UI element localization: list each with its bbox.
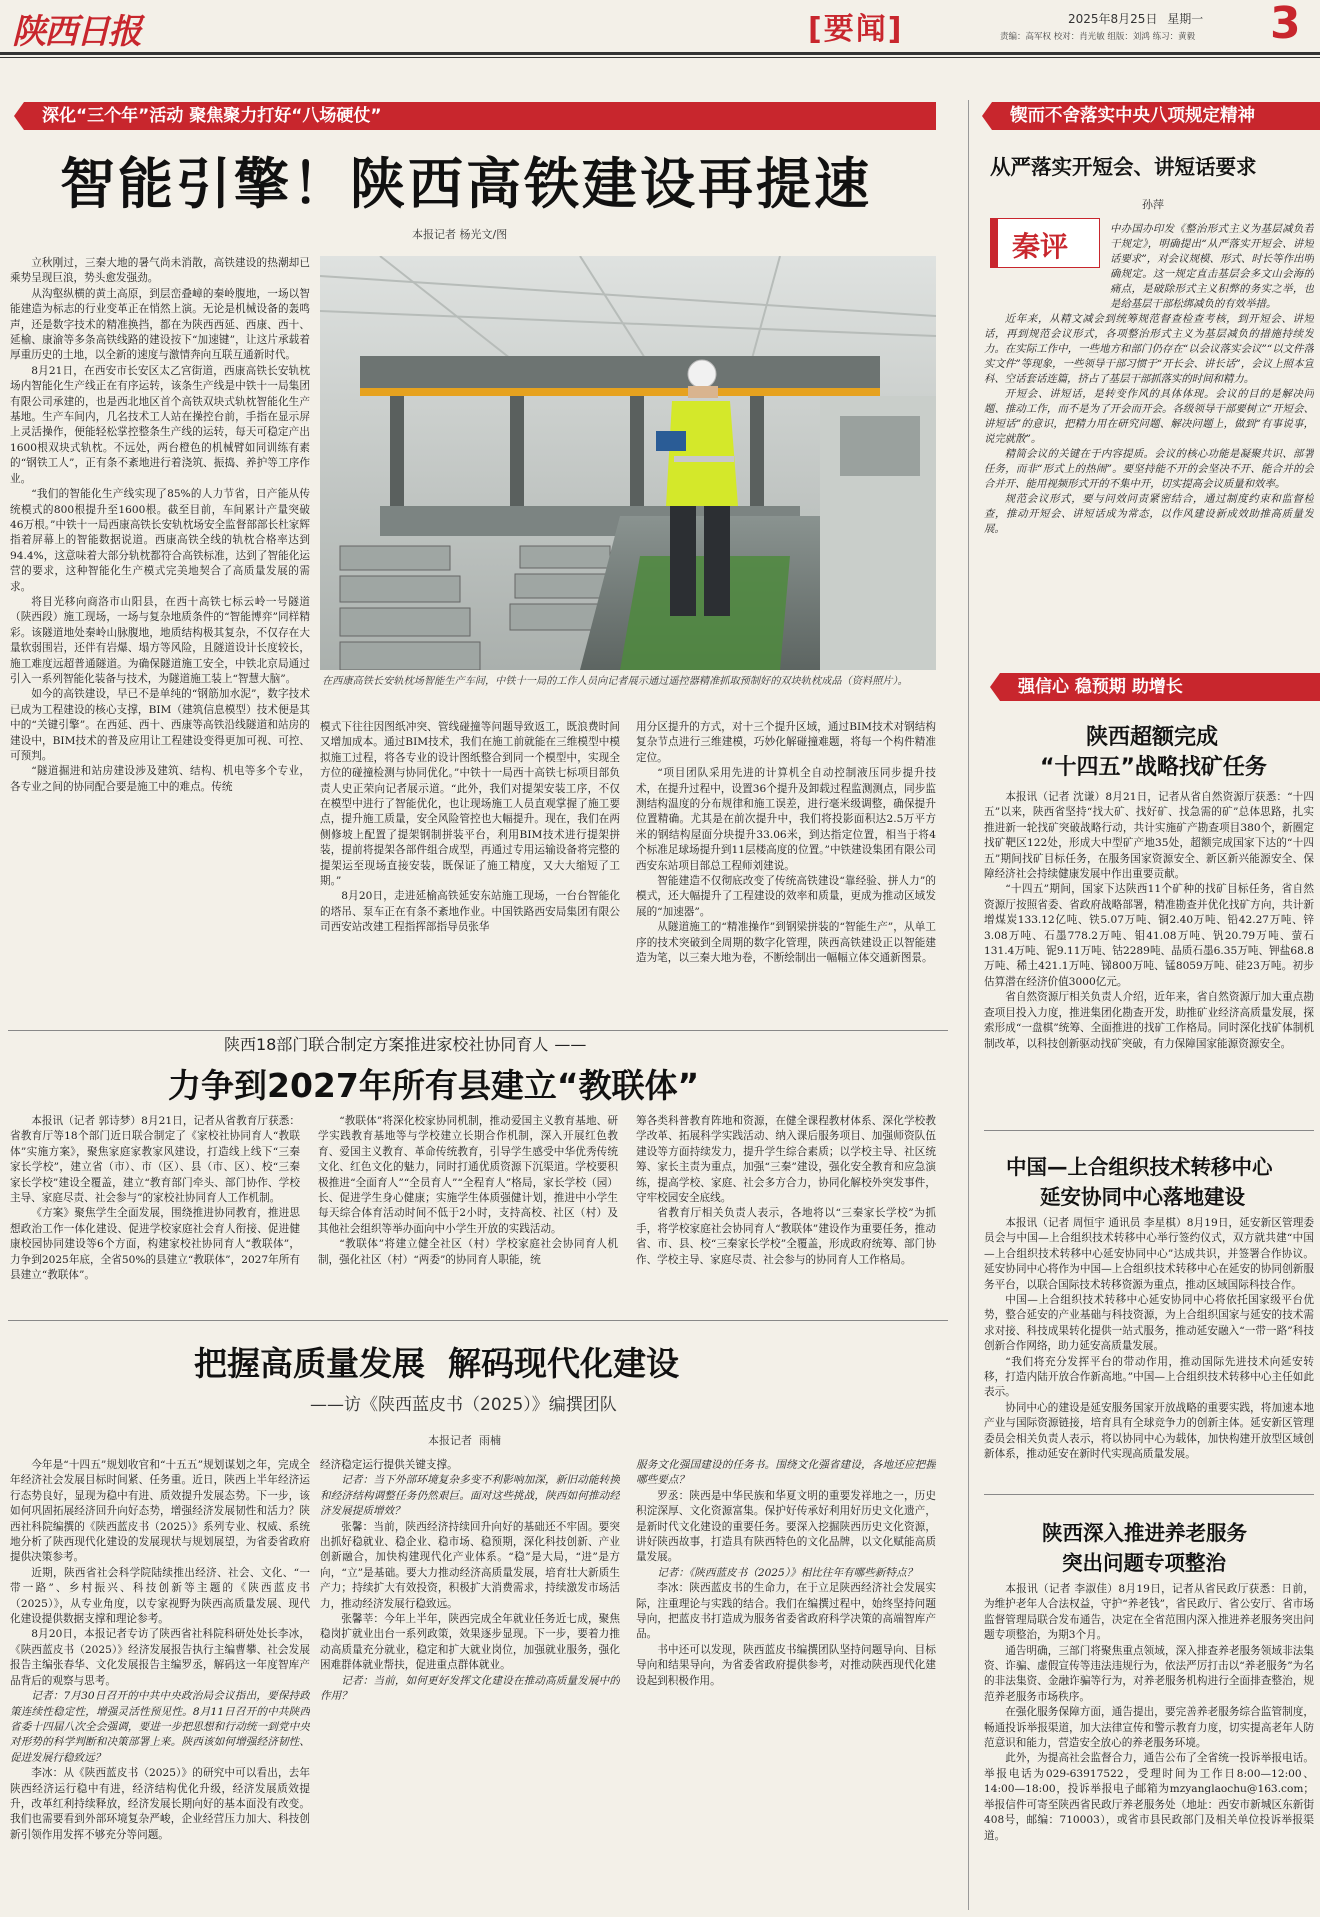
jiaolianti-kicker: 陕西18部门联合制定方案推进家校社协同育人 ——	[224, 1035, 587, 1054]
paragraph: 本报讯（记者 李淑佳）8月19日，记者从省民政厅获悉：日前，为维护老年人合法权益，守护“养老钱”，省民政厅、省公安厅、省市场监督管理局联合发布通告，决定在全省范围内深入推进养老服务突出问题专项整治，为期3个月。	[984, 1583, 1314, 1642]
paragraph: 中国—上合组织技术转移中心延安协同中心将依托国家级平台优势，整合延安的产业基础与科技资源，为上合组织国家与延安的技术需求对接、科技成果转化提供一站式服务，推动延安融入“一带一路”科技创新合作网络，助力延安高质量发展。	[984, 1294, 1314, 1353]
paragraph: 精简会议的关键在于内容提质。会议的核心功能是凝聚共识、部署任务，而非“形式上的热闹”。要坚持能不开的会坚决不开、能合并的会合并开、能用视频形式开的不集中开，切实提高会议质量和效率。	[984, 448, 1314, 490]
commentary-headline: 从严落实开短会、讲短话要求	[990, 155, 1257, 179]
commentary-author: 孙萍	[1142, 198, 1164, 211]
mineral-body	[984, 790, 1314, 1100]
jiaolianti-headline: 力争到2027年所有县建立“教联体”	[168, 1066, 700, 1105]
paragraph: 记者：《陕西蓝皮书（2025）》相比往年有哪些新特点？	[657, 1566, 918, 1579]
commentary-body	[984, 222, 1314, 662]
column-divider	[968, 100, 969, 1910]
eldercare-headline-2: 突出问题专项整治	[1062, 1551, 1226, 1575]
paragraph: 此外，为提高社会监督合力，通告公布了全省统一投诉举报电话。举报电话为029-63917522，受理时间为工作日8:00—12:00、14:00—18:00，投诉举报电子邮箱为mzyanglaochu@163.com；举报信件可寄至陕西省民政厅养老服务处（地址：西安市新城区东新街408号，邮编：710003），或省市县民政部门及相关单位投诉举报渠道。	[984, 1752, 1314, 1842]
masthead	[0, 0, 1320, 50]
paragraph: “我们将充分发挥平台的带动作用，推动国际先进技术向延安转移，打造内陆开放合作新高地。”中国—上合组织技术转移中心主任如此表示。	[984, 1355, 1314, 1399]
eldercare-body	[984, 1582, 1314, 1912]
masthead-rule-thin	[0, 57, 1320, 58]
paragraph: 将目光移向商洛市山阳县，在西十高铁七标云岭一号隧道（陕西段）施工现场，一场与复杂地质条件的“智能博弈”同样精彩。该隧道地处秦岭山脉腹地，地质结构极其复杂，不仅存在大量软弱围岩，还伴有岩爆、塌方等风险，且隧道设计长度较长，施工难度远超普通隧道。为确保隧道施工安全，中铁北京局通过引入一系列智能化装备与技术，为隧道施工装上“智慧大脑”。	[10, 595, 310, 685]
paragraph: 记者：当前，如何更好发挥文化建设在推动高质量发展中的作用？	[320, 1674, 620, 1703]
paragraph: 协同中心的建设是延安服务国家开放战略的重要实践，将加速本地产业与国际资源链接，培育具有全球竞争力的创新主体。延安新区管理委员会相关负责人表示，将以协同中心为载体，加快构建开放型区域创新体系，推动延安在新时代实现高质量发展。	[984, 1401, 1314, 1461]
eldercare-headline-1: 陕西深入推进养老服务	[1042, 1521, 1247, 1545]
paragraph: 在强化服务保障方面，通告提出，要完善养老服务综合监管制度，畅通投诉举报渠道，加大法律宣传和警示教育力度，切实提高老年人防范意识和能力，营造安全放心的养老服务环境。	[984, 1706, 1314, 1750]
right-rule-2	[984, 1494, 1314, 1495]
paragraph: “隧道掘进和站房建设涉及建筑、结构、机电等多个专业，各专业之间的协同配合要是施工中的难点。传统	[10, 765, 310, 793]
paragraph: 立秋刚过，三秦大地的暑气尚未消散，高铁建设的热潮却已乘势呈现巨浪，势头愈发强劲。	[10, 257, 310, 285]
paragraph: 模式下往往因图纸冲突、管线碰撞等问题导致返工，既浪费时间又增加成本。通过BIM技术，我们在施工前就能在三维模型中模拟施工过程，将各专业的设计图纸整合到同一个模型中，实现全方位的碰撞检测与协同优化。”中铁十一局西十高铁七标项目部负责人史正荣向记者展示道。“此外，我们对提架安装工序，不仅在模型中进行了智能优化，也让现场施工人员直观掌握了施工要点，提升施工质量，安全风险管控也大幅提升。现在，我们在两侧修坡上配置了提架钢制拼装平台，利用BIM技术进行提架拼装，提前将提架各部件组合成型，再通过专用运输设备将完整的提架运至现场直接安装，既保证了施工精度，又大大缩短了工期。”	[320, 721, 620, 888]
section-rule-1	[8, 1030, 948, 1031]
bluebook-col-1	[10, 1458, 310, 1910]
main-headline: 智能引擎！陕西高铁建设再提速	[60, 152, 873, 216]
paragraph: 记者：当下外部环境复杂多变不利影响加深，新旧动能转换和经济结构调整任务仍然艰巨。面对这些挑战，陕西如何推动经济发展提质增效？	[320, 1474, 620, 1518]
paragraph: 近期，陕西省社会科学院陆续推出经济、社会、文化、“一带一路”、乡村振兴、科技创新等主题的《陕西蓝皮书（2025）》，从专业角度，以专家视野为陕西高质量发展、现代化建设提供数据支撑和理论参考。	[10, 1566, 310, 1626]
paragraph: 今年是“十四五”规划收官和“十五五”规划谋划之年，完成全年经济社会发展目标时间紧、任务重。近日，陕西上半年经济运行态势良好，显现为稳中有进、质效提升发展态势。下一步，该如何巩固拓展经济回升向好态势，增强经济发展韧性和活力？陕西社科院编撰的《陕西蓝皮书（2025）》系列专业、权威、系统地分析了陕西现代化建设的发展现状与规划展望，为省委省政府提供决策参考。	[10, 1459, 310, 1564]
paragraph: 智能建造不仅彻底改变了传统高铁建设“靠经验、拼人力”的模式，还大幅提升了工程建设的效率和质量，更成为推动区域发展的“加速器”。	[636, 875, 936, 918]
main-byline: 本报记者 杨光文/图	[412, 228, 508, 241]
page-number: 3	[1270, 0, 1301, 49]
mineral-headline-2: “十四五”战略找矿任务	[1040, 755, 1267, 780]
paragraph: “十四五”期间，国家下达陕西11个矿种的找矿目标任务，省自然资源厅按照省委、省政府战略部署，精准勘查并优化找矿方向，共计新增煤炭133.12亿吨、铁5.07万吨、铜2.40万吨、铅42.27万吨、锌3.08万吨、石墨778.2万吨、钼41.08万吨、钒20.79万吨、萤石131.4万吨、铌9.11万吨、钴2289吨、晶质石墨6.35万吨、钾盐68.8万吨、稀土421.1万吨、锑800万吨、锰8059万吨、硅23万吨。初步估算潜在经济价值3000亿元。	[984, 883, 1314, 988]
paragraph: 张馨莘：今年上半年，陕西完成全年就业任务近七成，聚焦稳岗扩就业出台一系列政策，效果逐步显现。下一步，要着力推动高质量充分就业，稳定和扩大就业岗位，加强就业服务，强化困难群体就业帮扶，促进重点群体就业。	[320, 1613, 620, 1672]
bluebook-col-3	[636, 1458, 936, 1910]
paragraph: 服务文化强国建设的任务书。围绕文化强省建设，各地还应把握哪些要点？	[636, 1459, 936, 1487]
paragraph: 省自然资源厅相关负责人介绍，近年来，省自然资源厅加大重点勘查项目投入力度，推进集团化勘查开发，助推矿业经济高质量发展，探索形成“一盘棋”统筹、全面推进的找矿工作格局。同时深化找矿体制机制改革，以科技创新驱动找矿突破，有力保障国家能源资源安全。	[984, 991, 1314, 1050]
bluebook-byline: 本报记者 雨楠	[428, 1434, 501, 1447]
paragraph: 本报讯（记者 沈谦）8月21日，记者从省自然资源厅获悉：“十四五”以来，陕西省坚持“找大矿、找好矿、找急需的矿”总体思路，扎实推进新一轮找矿突破战略行动，共计实施矿产勘查项目380个，新圈定找矿靶区122处，形成大中型矿产地35处，超额完成国家下达的“十四五”期间找矿目标任务，在服务国家资源安全、新区新兴能源安全、保障经济社会持续健康发展中作出重要贡献。	[984, 791, 1314, 881]
paragraph: 经济稳定运行提供关键支撑。	[320, 1459, 458, 1471]
masthead-rule	[0, 52, 1320, 55]
right-rule-1	[984, 1130, 1314, 1131]
tech-headline-1: 中国—上合组织技术转移中心	[1006, 1155, 1273, 1179]
paragraph: 书中还可以发现，陕西蓝皮书编撰团队坚持问题导向、目标导向和结果导向，为省委省政府提供参考，对推动陕西现代化建设起到积极作用。	[636, 1643, 936, 1687]
newspaper-logo: 陕西日报	[12, 12, 140, 52]
date-text: 2025年8月25日	[1068, 12, 1158, 26]
paragraph: 通告明确，三部门将聚焦重点领域，深入排查养老服务领域非法集资、诈骗、虚假宣传等违法违规行为，依法严厉打击以“养老服务”为名的非法集资、金融诈骗等行为，对养老服务机构进行全面排查整治，规范养老服务市场秩序。	[984, 1644, 1314, 1703]
main-col-3	[636, 720, 936, 1028]
paragraph: 罗丞：陕西是中华民族和华夏文明的重要发祥地之一，历史积淀深厚、文化资源富集。保护好传承好利用好历史文化遗产，是新时代文化建设的重要任务。要深入挖掘陕西历史文化资源，讲好陕西故事，打造具有陕西特色的文化品牌，以文化赋能高质量发展。	[636, 1489, 936, 1564]
paragraph: “项目团队采用先进的计算机全自动控制液压同步提升技术，在提升过程中，设置36个提升及卸载过程监测测点，同步监测结构温度的分布规律和施工误差，进行毫米级调整，确保提升位置精确。尤其是在前次提升中，我们将投影面积达2.5万平方米的钢结构屋面分块提升33.06米，到达指定位置，相当于将4个标准足球场提升到11层楼高度的位置。”中铁建设集团有限公司西安东站项目部总工程师刘建说。	[636, 767, 936, 872]
paragraph: 8月20日，本报记者专访了陕西省社科院科研处处长李冰，《陕西蓝皮书（2025）》经济发展报告执行主编曹攀、社会发展报告主编张春华、文化发展报告主编罗丞，解码这一年度智库产品背后的观察与思考。	[10, 1628, 310, 1687]
section-rule-2	[8, 1320, 948, 1321]
paragraph: 筹各类科普教育阵地和资源，在健全课程教材体系、深化学校教学改革、拓展科学实践活动、纳入课后服务项目、加强师资队伍建设等方面持续发力，提升学生综合素质；以学校主导、社区统筹、家长主责为重点，加强“三秦”建设，强化安全教育和应急演练，提高学校、家庭、社会多方合力，协同化解校外突发事件，守牢校园安全底线。	[636, 1115, 936, 1205]
section-label: [要闻]	[808, 12, 904, 47]
paragraph: “教联体”将建立健全社区（村）学校家庭社会协同育人机制，强化社区（村）“两委”的协同育人职能，统	[318, 1238, 618, 1266]
jiaolianti-col-1	[10, 1114, 300, 1314]
paragraph: 8月21日，在西安市长安区太乙宫街道，西康高铁长安轨枕场内智能化生产线正在有序运转，该条生产线是中铁十一局集团有限公司承建的，也是西北地区首个高铁双块式轨枕智能化生产基地。生产车间内，几名技术工人站在操控台前，手指在显示屏上灵活操作，便能轻松掌控整条生产线的运转，每天可稳定产出1600根双块式轨枕。不远处，两台橙色的机械臂如同训练有素的“钢铁工人”，正有条不紊地进行着浇筑、振捣、养护等工序作业。	[10, 364, 310, 485]
paragraph: 规范会议形式，要与问效问责紧密结合，通过制度约束和监督检查，推动开短会、讲短话成为常态，以作风建设新成效助推高质量发展。	[984, 493, 1314, 535]
mineral-kicker-banner: 强信心 稳预期 助增长	[1000, 673, 1320, 701]
badge-text: 秦评	[1012, 230, 1069, 263]
jiaolianti-col-2	[318, 1114, 618, 1314]
tech-headline-2: 延安协同中心落地建设	[1040, 1185, 1245, 1209]
paragraph: 本报讯（记者 郭诗梦）8月21日，记者从省教育厅获悉：省教育厅等18个部门近日联合制定了《家校社协同育人“教联体”实施方案》，聚焦家庭家教家风建设，打造线上线下“三秦家长学校”，建立省（市）、市（区）、县（市、区）、校“三秦家长学校”建设全覆盖，建立“教育部门牵头、部门协作、学校主导、家庭尽责、社会参与”的家校社协同育人工作机制。	[10, 1115, 300, 1205]
bluebook-col-2	[320, 1458, 620, 1910]
paragraph: 李冰：从《陕西蓝皮书（2025）》的研究中可以看出，去年陕西经济运行稳中有进，经济结构优化升级，经济发展质效提升，改革红利持续释放，经济发展长期向好的基本面没有改变。我们也需要看到外部环境复杂严峻，企业经营压力加大、科技创新引领作用发挥不够充分等问题。	[10, 1767, 310, 1841]
paragraph: 从隧道施工的“精准操作”到钢梁拼装的“智能生产”，从单工序的技术突破到全周期的数字化管理，陕西高铁建设正以智能建造为笔，以三秦大地为卷，不断绘制出一幅幅立体交通新图景。	[636, 921, 936, 965]
main-col-1	[10, 256, 310, 1026]
tech-body	[984, 1216, 1314, 1486]
paragraph: 本报讯（记者 周恒宇 通讯员 李星棋）8月19日，延安新区管理委员会与中国—上合组织技术转移中心举行签约仪式，双方就共建“中国—上合组织技术转移中心延安协同中心”达成共识，并签署合作协议。延安协同中心将作为中国—上合组织技术转移中心在延安的协同创新服务平台，以联合国际技术转移资源为重点，推动区域国际科技合作。	[984, 1217, 1314, 1291]
bluebook-headline: 把握高质量发展 解码现代化建设	[194, 1344, 679, 1383]
paragraph: 记者：7月30日召开的中共中央政治局会议指出，要保持政策连续性稳定性，增强灵活性预见性。8月11日召开的中共陕西省委十四届八次全会强调，要进一步把思想和行动统一到党中央对形势的科学判断和决策部署上来。陕西该如何增强经济韧性、促进发展行稳致远？	[10, 1690, 310, 1764]
left-banner: 深化“三个年”活动 聚焦聚力打好“八场硬仗”	[24, 102, 936, 130]
jiaolianti-col-3	[636, 1114, 936, 1314]
bluebook-subhead: ——访《陕西蓝皮书（2025）》编撰团队	[310, 1395, 617, 1415]
paragraph: 省教育厅相关负责人表示，各地将以“三秦家长学校”为抓手，将学校家庭社会协同育人“教联体”建设作为重要任务，推动省、市、县、校“三秦家长学校”全覆盖，形成政府统筹、部门协作、学校主导、家庭尽责、社会参与的协同育人工作格局。	[636, 1207, 936, 1266]
main-photo	[320, 256, 936, 670]
photo-caption: 在西康高铁长安轨枕场智能生产车间，中铁十一局的工作人员向记者展示通过遥控器精准抓取预制好的双块轨枕成品（资料照片）。	[322, 676, 908, 687]
paragraph: 开短会、讲短话，是转变作风的具体体现。会议的目的是解决问题、推动工作，而不是为了开会而开会。各级领导干部要树立“开短会、讲短话”的意识，把精力用在研究问题、解决问题上，做到“有事说事，说完就散”。	[984, 388, 1314, 445]
paragraph: 张馨：当前，陕西经济持续回升向好的基础还不牢固。要突出抓好稳就业、稳企业、稳市场、稳预期，深化科技创新、产业创新融合，加快构建现代化产业体系。“稳”是大局，“进”是方向，“立”是基础。要大力推动经济高质量发展，培育壮大新质生产力；持续扩大有效投资，积极扩大消费需求，持续激发市场活力，推动经济发展行稳致远。	[320, 1520, 620, 1610]
paragraph: 近年来，从精文减会到统筹规范督查检查考核，到开短会、讲短话，再到规范会议形式，各项整治形式主义为基层减负的措施持续发力。在实际工作中，一些地方和部门仍存在“以会议落实会议”“以文件落实文件”等现象，一些领导干部习惯于“开长会、讲长话”，会议上照本宣科、空话套话连篇，挤占了基层干部抓落实的时间和精力。	[984, 313, 1314, 385]
paragraph: 李冰：陕西蓝皮书的生命力，在于立足陕西经济社会发展实际，注重理论与实践的结合。我们在编撰过程中，始终坚持问题导向，把蓝皮书打造成为服务省委省政府科学决策的高端智库产品。	[636, 1582, 936, 1641]
paragraph: 《方案》聚焦学生全面发展，围绕推进协同教育，推进思想政治工作一体化建设、促进学校家庭社会育人衔接、促进健康校园协同建设等6个方面，构建家校社协同育人“教联体”，力争到2025年底，全省50%的县建立“教联体”，2027年所有县建立“教联体”。	[10, 1207, 300, 1282]
mineral-headline-1: 陕西超额完成	[1086, 725, 1219, 750]
section-title: 要闻	[823, 12, 888, 47]
paragraph: 从沟壑纵横的黄土高原，到层峦叠嶂的秦岭腹地，一场以智能建造为标志的行业变革正在悄然上演。无论是机械设备的轰鸣声，还是数字技术的精准换挡，都在为陕西西延、西康、西十、延榆、康渝等多条高铁线路的建设按下“加速键”，让这片承载着厚重历史的土地，以全新的速度与激情奔向互联互通新时代。	[10, 287, 310, 362]
kicker-text: 陕西18部门联合制定方案推进家校社协同育人	[224, 1035, 549, 1054]
paragraph: 如今的高铁建设，早已不是单纯的“钢筋加水泥”，数字技术已成为工程建设的核心支撑，BIM（建筑信息模型）技术便是其中的“关键引擎”。在西延、西十、西康等高铁沿线隧道和站房的建设中，BIM技术的普及应用让工程建设变得更加可视、可控、可预判。	[10, 688, 310, 762]
paragraph: “教联体”将深化校家协同机制，推动爱国主义教育基地、研学实践教育基地等与学校建立长期合作机制，深入开展红色教育、爱国主义教育、革命传统教育，引导学生感受中华优秀传统文化、红色文化的魅力，同时打通优质资源下沉渠道。学校要积极推进“全面育人”“全员育人”“全程育人”格局，家长学校（园）长、促进学生身心健康；实施学生体质强健计划，推进中小学生每天综合体育活动时间不低于2小时，支持高校、社区（村）及其他社会组织等举办面向中小学生开放的实践活动。	[318, 1115, 618, 1235]
paragraph: “我们的智能化生产线实现了85%的人力节省，日产能从传统模式的800根提升至1600根。截至目前，车间累计产量突破46万根。”中铁十一局西康高铁长安轨枕场安全监督部部长杜家辉指着屏幕上的智能数据说道。西康高铁全线的轨枕合格率达到94.4%，这意味着大部分轨枕都符合高铁标准，达到了智能化运营的要求，这种智能化生产模式完美地契合了高质量发展的需求。	[10, 488, 310, 593]
paragraph: 中办国办印发《整治形式主义为基层减负若干规定》，明确提出“从严落实开短会、讲短话要求”，对会议规模、形式、时长等作出明确规定。这一规定直击基层会多文山会海的痛点，是破除形式主义积弊的务实之举，也是给基层干部松绑减负的有效举措。	[1110, 223, 1314, 310]
editors-line: 责编：高军权 校对：肖光敏 组版：刘鸿 练习：黄毅	[1000, 32, 1196, 42]
issue-date	[1068, 10, 1203, 27]
paragraph: 用分区提升的方式，对十三个提升区域，通过BIM技术对钢结构复杂节点进行三维建模，巧妙化解碰撞难题，将每一个构件精准定位。	[636, 721, 936, 764]
right-banner: 锲而不舍落实中央八项规定精神	[992, 102, 1320, 130]
paragraph: 8月20日，走进延榆高铁延安东站施工现场，一台台智能化的塔吊、泵车正在有条不紊地作业。中国铁路西安局集团有限公司西安站改建工程指挥部指导员张华	[320, 890, 620, 934]
weekday-text: 星期一	[1167, 12, 1204, 26]
factory-photo	[320, 256, 936, 670]
main-col-2	[320, 720, 620, 1028]
